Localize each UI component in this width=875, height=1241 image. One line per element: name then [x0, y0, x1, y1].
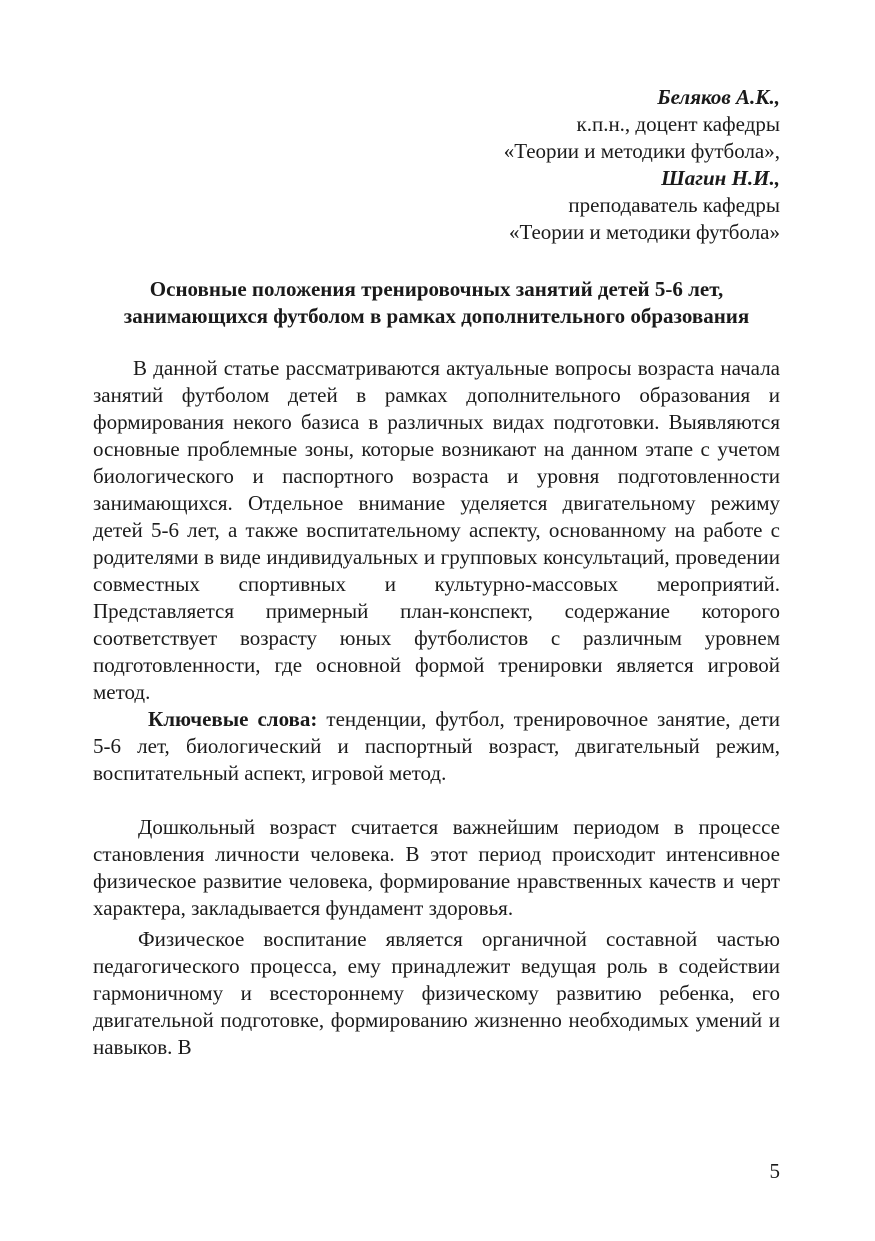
- body-text: [93, 814, 780, 1061]
- author-name: Шагин Н.И.,: [661, 166, 780, 190]
- keywords-label: Ключевые слова:: [148, 707, 318, 731]
- keywords: [93, 706, 780, 787]
- page-number: 5: [769, 1159, 780, 1183]
- abstract-text: В данной статье рассматриваются актуальные вопросы возраста начала занятий футболом детей в рамках дополнительного образования и формирования некого базиса в различных видах подготовки. Выявляются основные проблемные зоны, которые возникают на данном этапе с учетом биологического и паспортного возраста и уровня подготовленности занимающихся. Отдельное внимание уделяется двигательному режиму детей 5-6 лет, а также воспитательному аспекту, основанному на работе с родителями в виде индивидуальных и групповых консультаций, проведении совместных спортивных и культурно-массовых мероприятий. Представляется примерный план-конспект, содержание которого соответствует возрасту юных футболистов с различным уровнем подготовленности, где основной формой тренировки является игровой метод.: [93, 356, 780, 704]
- author-affiliation-line: «Теории и методики футбола»: [508, 220, 780, 244]
- author-name: Беляков А.К.,: [657, 85, 780, 109]
- keywords-text: тенденции, футбол, тренировочное занятие, дети 5-6 лет, биологический и паспортный возраст, двигательный режим, воспитательный аспект, игровой метод.: [93, 707, 780, 785]
- author-block: [93, 84, 780, 246]
- body-paragraph: Дошкольный возраст считается важнейшим периодом в процессе становления личности человека. В этот период происходит интенсивное физическое развитие человека, формирование нравственных качеств и черт характера, закладывается фундамент здоровья.: [93, 815, 780, 920]
- paper-page: [93, 84, 780, 1061]
- body-paragraph: Физическое воспитание является органичной составной частью педагогического процесса, ему принадлежит ведущая роль в содействии гармоничному и всестороннему физическому развитию ребенка, его двигательной подготовке, формированию жизненно необходимых умений и навыков. В: [93, 927, 780, 1059]
- author-affiliation-line: к.п.н., доцент кафедры: [576, 112, 780, 136]
- abstract: [93, 355, 780, 787]
- paper-title: Основные положения тренировочных занятий детей 5-6 лет, занимающихся футболом в рамках дополнительного образования: [123, 277, 750, 328]
- author-affiliation-line: «Теории и методики футбола»,: [503, 139, 780, 163]
- author-affiliation-line: преподаватель кафедры: [568, 193, 780, 217]
